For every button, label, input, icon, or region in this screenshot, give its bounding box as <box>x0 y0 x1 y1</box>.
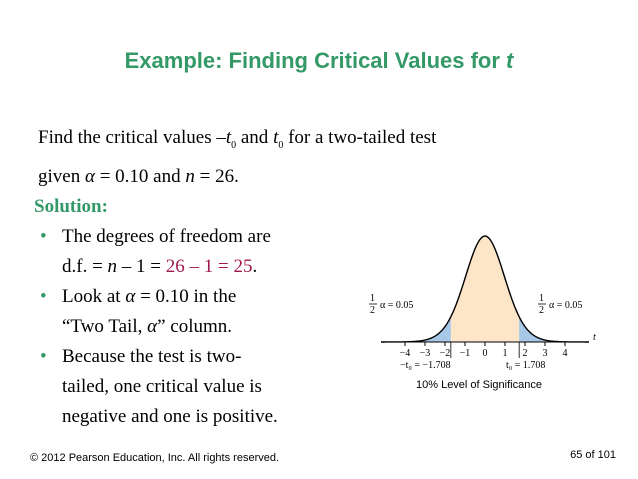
solution-bullets <box>38 222 368 432</box>
bullet-text: “Two Tail, <box>62 316 148 337</box>
title-text: Example: Finding Critical Values for <box>124 48 507 73</box>
tick-label: 1 <box>502 348 508 359</box>
tick-label: 3 <box>542 348 548 359</box>
bullet-text: Because the test is two- <box>62 346 242 367</box>
bullet-item <box>38 222 368 282</box>
highlight-text: 26 – 1 = 25 <box>165 256 253 277</box>
problem-text: and <box>236 127 274 148</box>
right-alpha-text: α = 0.05 <box>549 300 583 311</box>
bullet-item <box>38 282 368 342</box>
problem-text: = 26. <box>194 165 239 187</box>
bullet-text: . <box>252 256 258 277</box>
copyright-footer: © 2012 Pearson Education, Inc. All rights reserved. <box>30 452 280 464</box>
problem-var: n <box>185 165 195 187</box>
bullet-text: Look at <box>62 286 126 307</box>
title-var: t <box>506 48 514 73</box>
half-denominator: 2 <box>539 305 544 316</box>
bullet-icon: • <box>40 346 47 367</box>
bullet-var: α <box>147 316 158 337</box>
solution-label: Solution: <box>34 196 108 217</box>
neg-critical-label: −t₀ = −1.708 <box>400 360 451 371</box>
pos-critical-label: t₀ = 1.708 <box>506 360 546 371</box>
problem-statement <box>38 122 436 192</box>
half-numerator: 1 <box>370 293 375 304</box>
problem-sub: 0 <box>278 139 284 151</box>
problem-sub: 0 <box>231 139 237 151</box>
bullet-text: negative and one is positive. <box>62 406 278 427</box>
bullet-item <box>38 342 368 432</box>
problem-var: α <box>84 165 95 187</box>
tick-label: −2 <box>439 348 451 359</box>
problem-var: t <box>273 127 279 148</box>
bullet-var: α <box>125 286 136 307</box>
axis-ticks <box>400 342 568 359</box>
bullet-text: d.f. = <box>62 256 108 277</box>
tick-label: −3 <box>419 348 431 359</box>
problem-text: given <box>38 165 85 187</box>
bullet-icon: • <box>40 286 47 307</box>
figure-caption: 10% Level of Significance <box>416 379 542 391</box>
bullet-text: = 0.10 in the <box>135 286 237 307</box>
tick-label: 0 <box>482 348 488 359</box>
bullet-text: – 1 = <box>117 256 166 277</box>
problem-text: for a two-tailed test <box>283 127 437 148</box>
problem-line-2 <box>38 161 436 192</box>
problem-text: Find the critical values – <box>38 127 226 148</box>
half-numerator: 1 <box>539 293 544 304</box>
tick-label: 2 <box>522 348 528 359</box>
problem-text: = 0.10 and <box>94 165 186 187</box>
left-area-label <box>369 293 413 316</box>
half-denominator: 2 <box>370 305 375 316</box>
axis-variable: t <box>593 332 596 343</box>
bullet-text: ” column. <box>157 316 233 337</box>
t-distribution-figure <box>366 228 616 398</box>
bullet-var: n <box>107 256 118 277</box>
problem-var: t <box>225 127 232 148</box>
bullet-text: The degrees of freedom are <box>62 226 271 247</box>
tick-label: −4 <box>399 348 411 359</box>
problem-line-1 <box>38 122 436 161</box>
tick-label: −1 <box>459 348 471 359</box>
slide-title <box>0 48 638 74</box>
tick-label: 4 <box>562 348 568 359</box>
page-number: 65 of 101 <box>570 449 616 461</box>
bullet-icon: • <box>40 226 47 247</box>
bullet-text: tailed, one critical value is <box>62 376 262 397</box>
right-area-label <box>538 293 582 316</box>
left-alpha-text: α = 0.05 <box>380 300 414 311</box>
